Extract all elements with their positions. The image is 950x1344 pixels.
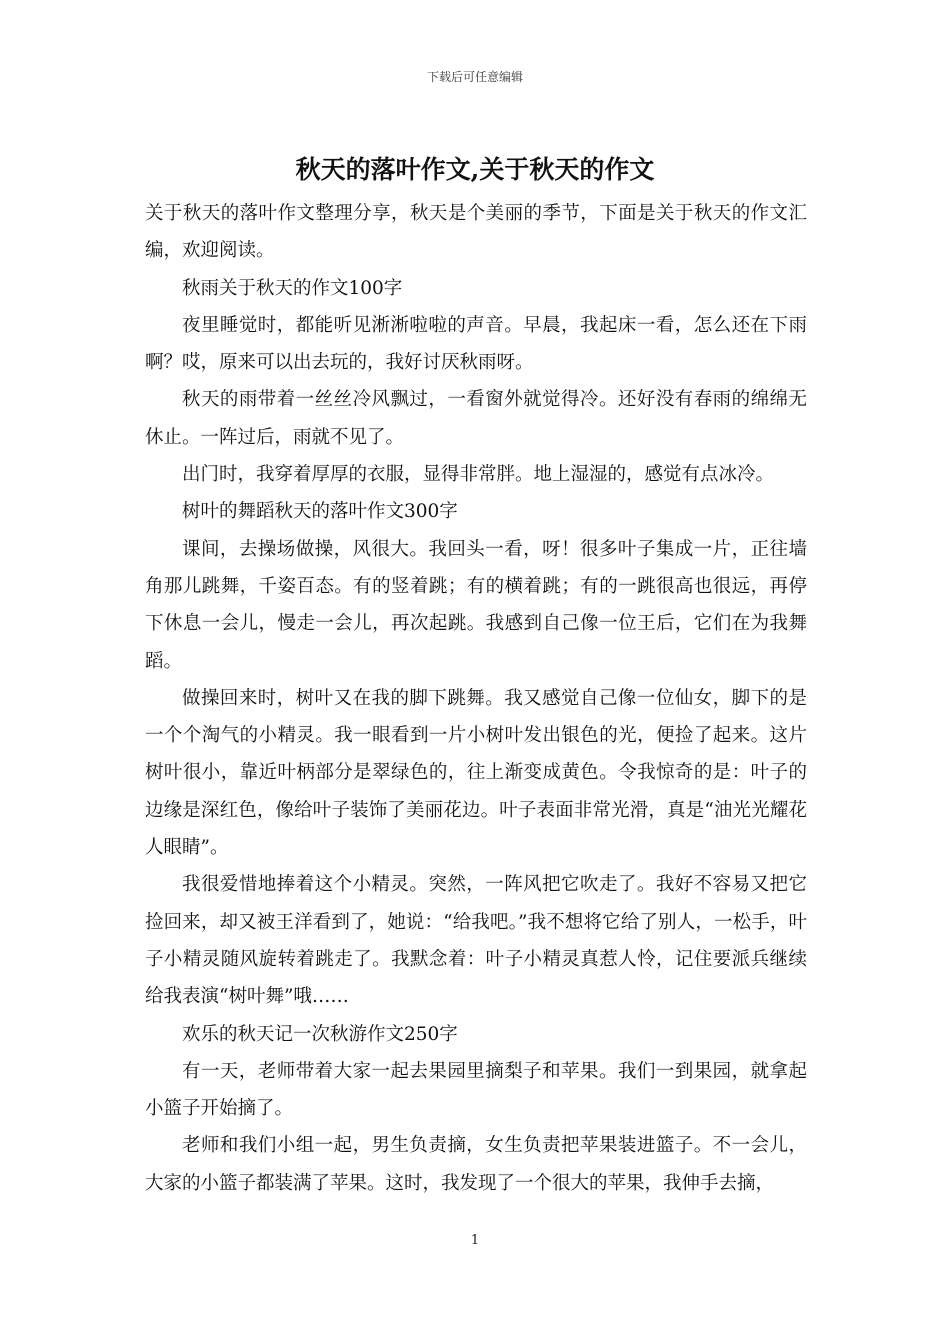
- paragraph-intro: 关于秋天的落叶作文整理分享，秋天是个美丽的季节，下面是关于秋天的作文汇编，欢迎阅读。: [145, 203, 807, 262]
- paragraph: 夜里睡觉时，都能听见淅淅啦啦的声音。早晨，我起床一看，怎么还在下雨啊？哎，原来可以出去玩的，我好讨厌秋雨呀。: [145, 314, 807, 374]
- page-number: 1: [470, 1233, 480, 1248]
- section-heading-autumn-outing: 欢乐的秋天记一次秋游作文250字: [182, 1023, 458, 1045]
- document-title: 秋天的落叶作文,关于秋天的作文: [295, 155, 655, 184]
- paragraph: 老师和我们小组一起，男生负责摘，女生负责把苹果装进篮子。不一会儿，大家的小篮子都装满了苹果。这时，我发现了一个很大的苹果，我伸手去摘，: [145, 1135, 807, 1194]
- paragraph: 课间，去操场做操，风很大。我回头一看，呀！很多叶子集成一片，正往墙角那儿跳舞，千姿百态。有的竖着跳；有的横着跳；有的一跳很高也很远，再停下休息一会儿，慢走一会儿，再次起跳。我感到自己像一位王后，它们在为我舞蹈。: [145, 538, 807, 672]
- paragraph: 我很爱惜地捧着这个小精灵。突然，一阵风把它吹走了。我好不容易又把它捡回来，却又被王洋看到了，她说：“给我吧。”我不想将它给了别人，一松手，叶子小精灵随风旋转着跳走了。我默念着：叶子小精灵真惹人怜，记住要派兵继续给我表演“树叶舞”哦……: [145, 874, 807, 1008]
- section-heading-autumn-rain: 秋雨关于秋天的作文100字: [182, 277, 403, 299]
- paragraph: 做操回来时，树叶又在我的脚下跳舞。我又感觉自己像一位仙女，脚下的是一个个淘气的小精灵。我一眼看到一片小树叶发出银色的光，便捡了起来。这片树叶很小，靠近叶柄部分是翠绿色的，往上渐变成黄色。令我惊奇的是：叶子的边缘是深红色，像给叶子装饰了美丽花边。叶子表面非常光滑，真是“油光光耀花人眼睛”。: [145, 687, 807, 859]
- paragraph: 出门时，我穿着厚厚的衣服，显得非常胖。地上湿湿的，感觉有点冰冷。: [182, 464, 775, 486]
- page-header-note: 下载后可任意编辑: [426, 70, 523, 84]
- section-heading-leaf-dance: 树叶的舞蹈秋天的落叶作文300字: [182, 501, 458, 523]
- paragraph: 有一天，老师带着大家一起去果园里摘梨子和苹果。我们一到果园，就拿起小篮子开始摘了。: [145, 1060, 807, 1120]
- paragraph: 秋天的雨带着一丝丝冷风飘过，一看窗外就觉得冷。还好没有春雨的绵绵无休止。一阵过后，雨就不见了。: [145, 389, 807, 448]
- document-body: [145, 195, 807, 1202]
